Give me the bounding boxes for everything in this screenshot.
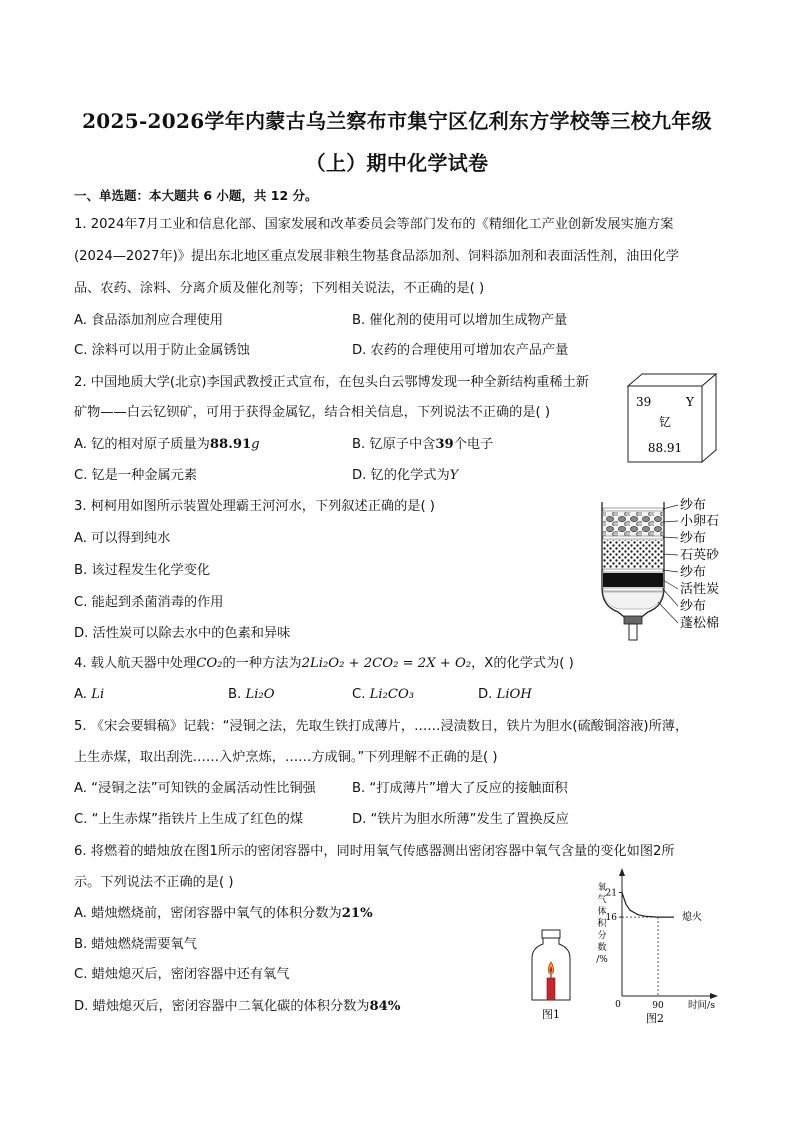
y-axis-label-char: 体: [597, 907, 607, 917]
y-axis-arrow-icon: [619, 868, 625, 876]
y-axis-label-char: /%: [596, 955, 608, 965]
figure2-caption: 图2: [646, 1012, 664, 1025]
q3-line1: 3. 柯柯用如图所示装置处理霸王河河水，下列叙述正确的是( ): [74, 499, 435, 514]
figure1-caption: 图1: [542, 1008, 560, 1021]
label-pebbles: 小卵石: [680, 514, 720, 529]
q4-line1: 4. 载人航天器中处理CO₂的一种方法为2Li₂O₂ + 2CO₂ = 2X + O₂，X的化学式为( ): [74, 656, 574, 671]
q5-option-d: D. “铁片为胆水所薄”发生了置换反应: [352, 812, 569, 827]
label-gauze-4: 纱布: [680, 599, 707, 614]
y-axis-label-char: 分: [597, 931, 607, 941]
exam-title-line2: （上）期中化学试卷: [305, 151, 489, 175]
q6-option-c: C. 蜡烛熄灭后，密闭容器中还有氧气: [74, 967, 290, 982]
q1-line1: 1. 2024年7月工业和信息化部、国家发展和改革委员会等部门发布的《精细化工产业创新发展实施方案: [74, 217, 674, 232]
q6-line1: 6. 将燃着的蜡烛放在图1所示的密闭容器中，同时用氧气传感器测出密闭容器中氧气含量的变化如图2所: [74, 844, 675, 859]
label-quartz-sand: 石英砂: [680, 548, 720, 563]
x-axis-arrow-icon: [710, 993, 718, 999]
q1-line3: 品、农药、涂料、分离介质及催化剂等；下列相关说法，不正确的是( ): [74, 281, 485, 296]
element-atomic-number: 39: [636, 395, 652, 409]
q5-option-a: A. “浸铜之法”可知铁的金属活动性比铜强: [74, 781, 316, 796]
q4-option-b: B. Li₂O: [228, 687, 275, 702]
q2-option-d: D. 钇的化学式为Y: [352, 468, 459, 483]
figure2-oxygen-chart: [588, 868, 728, 1028]
chart-x-axis-label: 时间/s: [688, 1000, 716, 1011]
q2-option-a: A. 钇的相对原子质量为88.91g: [74, 437, 260, 452]
exam-title-line1: 2025-2026学年内蒙古乌兰察布市集宁区亿利东方学校等三校九年级: [82, 109, 712, 133]
curve-annotation: 熄火: [682, 912, 702, 924]
element-atomic-mass: 88.91: [647, 441, 683, 455]
y-axis-label-char: 气: [597, 895, 607, 905]
q1-option-d: D. 农药的合理使用可增加农产品产量: [352, 343, 569, 358]
q2-line1: 2. 中国地质大学(北京)李国武教授正式宣布，在包头白云鄂博发现一种全新结构重稀土新: [74, 375, 589, 390]
chart-origin-label: 0: [615, 1000, 621, 1010]
q5-option-b: B. “打成薄片”增大了反应的接触面积: [352, 781, 568, 796]
q2-option-c: C. 钇是一种金属元素: [74, 468, 198, 483]
element-symbol: Y: [686, 395, 694, 409]
q5-line2: 上生赤煤，取出刮洗……入炉烹炼，……方成铜。”下列理解不正确的是( ): [74, 750, 498, 765]
water-filter-diagram: [594, 496, 754, 646]
q3-option-d: D. 活性炭可以除去水中的色素和异味: [74, 626, 291, 641]
q5-line1: 5. 《宋会要辑稿》记载：“浸铜之法，先取生铁打成薄片，……浸渍数日，铁片为胆水(硫酸铜溶液)所薄，: [74, 719, 689, 734]
q6-line2: 示。下列说法不正确的是( ): [74, 875, 234, 890]
q6-option-d: D. 蜡烛熄灭后，密闭容器中二氧化碳的体积分数为84%: [74, 999, 401, 1014]
q3-option-b: B. 该过程发生化学变化: [74, 563, 211, 578]
label-gauze-2: 纱布: [680, 531, 707, 546]
q4-option-d: D. LiOH: [478, 687, 532, 702]
element-name: 钇: [658, 415, 672, 429]
figure1-candle-jar: [528, 928, 576, 1022]
q4-option-a: A. Li: [74, 687, 105, 702]
y-axis-label-char: 氧: [597, 883, 607, 893]
q4-option-c: C. Li₂CO₃: [352, 687, 415, 702]
oxygen-curve: [622, 893, 674, 918]
q1-option-a: A. 食品添加剂应合理使用: [74, 313, 224, 328]
label-activated-carbon: 活性炭: [680, 582, 720, 597]
y-axis-label-char: 积: [597, 919, 607, 929]
label-gauze-3: 纱布: [680, 565, 707, 580]
section-header: 一、单选题：本大题共 6 小题，共 12 分。: [74, 188, 318, 203]
q6-option-a: A. 蜡烛燃烧前，密闭容器中氧气的体积分数为21%: [74, 906, 373, 921]
q3-option-a: A. 可以得到纯水: [74, 531, 171, 546]
y-axis-label-char: 数: [597, 943, 607, 953]
label-cotton: 蓬松棉: [680, 616, 720, 631]
element-card-yttrium: [622, 372, 722, 466]
q1-option-c: C. 涂料可以用于防止金属锈蚀: [74, 343, 250, 358]
q5-option-c: C. “上生赤煤”指铁片上生成了红色的煤: [74, 812, 304, 827]
q6-option-b: B. 蜡烛燃烧需要氧气: [74, 937, 197, 952]
q1-line2: (2024—2027年)》提出东北地区重点发展非粮生物基食品添加剂、饲料添加剂和表面活性剂，油田化学: [74, 249, 679, 264]
q2-line2: 矿物——白云钇钡矿，可用于获得金属钇，结合相关信息，下列说法不正确的是( ): [74, 405, 551, 420]
q1-option-b: B. 催化剂的使用可以增加生成物产量: [352, 313, 568, 328]
q2-option-b: B. 钇原子中含39个电子: [352, 437, 494, 452]
x-tick-label: 90: [652, 1001, 664, 1011]
label-gauze-1: 纱布: [680, 498, 707, 513]
q3-option-c: C. 能起到杀菌消毒的作用: [74, 595, 224, 610]
y-tick-label: 21: [605, 888, 617, 899]
y-tick-label: 16: [605, 913, 617, 924]
